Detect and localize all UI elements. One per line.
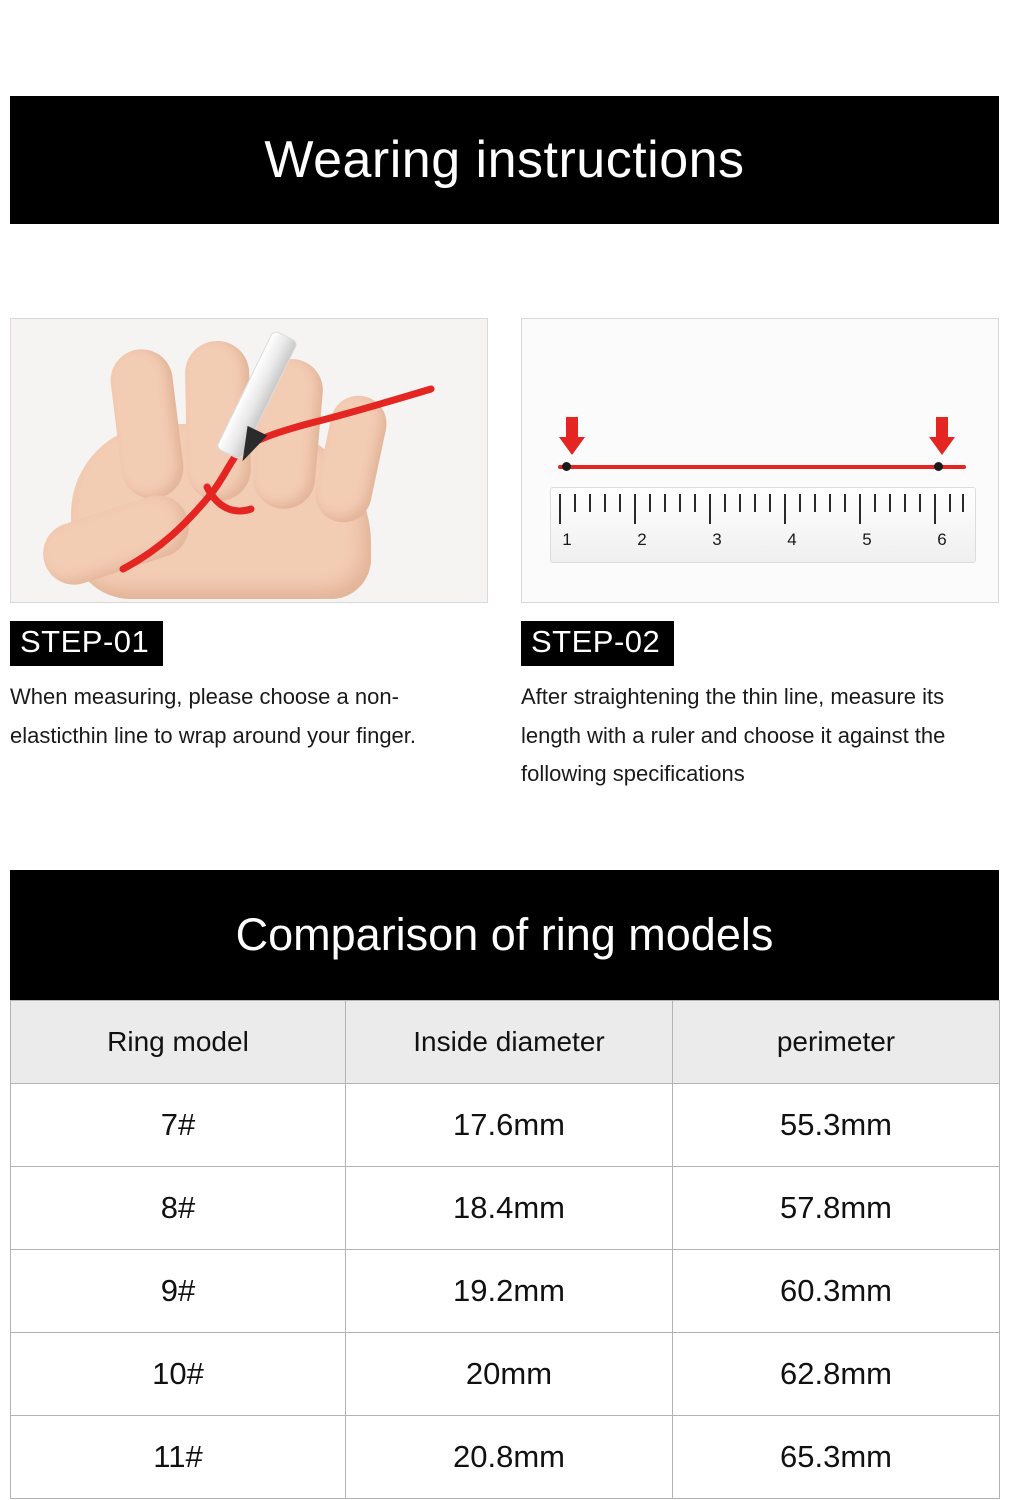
cell-ring-model: 9# xyxy=(11,1250,346,1333)
comparison-banner xyxy=(10,870,999,1000)
cell-ring-model: 7# xyxy=(11,1084,346,1167)
red-thread-icon xyxy=(558,465,966,469)
cell-inside-diameter: 20.8mm xyxy=(346,1416,673,1499)
ruler-icon xyxy=(550,487,976,563)
left-arrow-stem-icon xyxy=(566,417,578,439)
table-header-row xyxy=(11,1001,1000,1084)
column-header-perimeter: perimeter xyxy=(673,1001,1000,1084)
step-01-caption: When measuring, please choose a non-elasticthin line to wrap around your finger. xyxy=(10,684,417,748)
table-row xyxy=(11,1416,1000,1499)
step-02-label: STEP-02 xyxy=(521,621,674,666)
column-header-ring-model: Ring model xyxy=(11,1001,346,1084)
ring-size-table xyxy=(10,1000,1000,1499)
comparison-banner-title: Comparison of ring models xyxy=(235,909,774,960)
step-02-caption: After straightening the thin line, measure its length with a ruler and choose it against the following specifications xyxy=(521,684,946,786)
column-header-inside-diameter: Inside diameter xyxy=(346,1001,673,1084)
cell-inside-diameter: 19.2mm xyxy=(346,1250,673,1333)
cell-ring-model: 8# xyxy=(11,1167,346,1250)
cell-perimeter: 55.3mm xyxy=(673,1084,1000,1167)
ruler-number: 1 xyxy=(562,530,572,549)
table-row xyxy=(11,1333,1000,1416)
step-01-label: STEP-01 xyxy=(10,621,163,666)
table-row xyxy=(11,1084,1000,1167)
step-01-column xyxy=(10,318,488,755)
left-arrow-down-icon xyxy=(559,437,585,455)
cell-perimeter: 57.8mm xyxy=(673,1167,1000,1250)
cell-perimeter: 60.3mm xyxy=(673,1250,1000,1333)
cell-perimeter: 65.3mm xyxy=(673,1416,1000,1499)
cell-inside-diameter: 20mm xyxy=(346,1333,673,1416)
cell-inside-diameter: 18.4mm xyxy=(346,1167,673,1250)
cell-perimeter: 62.8mm xyxy=(673,1333,1000,1416)
page-title: Wearing instructions xyxy=(264,131,745,189)
step-02-column xyxy=(521,318,999,794)
ruler-measuring-thread-illustration xyxy=(521,318,999,603)
cell-inside-diameter: 17.6mm xyxy=(346,1084,673,1167)
measure-end-dot xyxy=(934,462,943,471)
right-arrow-stem-icon xyxy=(936,417,948,439)
ruler-number: 4 xyxy=(787,530,797,549)
table-row xyxy=(11,1167,1000,1250)
ruler-number: 6 xyxy=(937,530,947,549)
ruler-number: 5 xyxy=(862,530,872,549)
ruler-number: 2 xyxy=(637,530,647,549)
right-arrow-down-icon xyxy=(929,437,955,455)
cell-ring-model: 11# xyxy=(11,1416,346,1499)
wearing-instructions-banner xyxy=(10,96,999,224)
measure-start-dot xyxy=(562,462,571,471)
cell-ring-model: 10# xyxy=(11,1333,346,1416)
ruler-number: 3 xyxy=(712,530,722,549)
hand-with-thread-illustration xyxy=(10,318,488,603)
table-row xyxy=(11,1250,1000,1333)
